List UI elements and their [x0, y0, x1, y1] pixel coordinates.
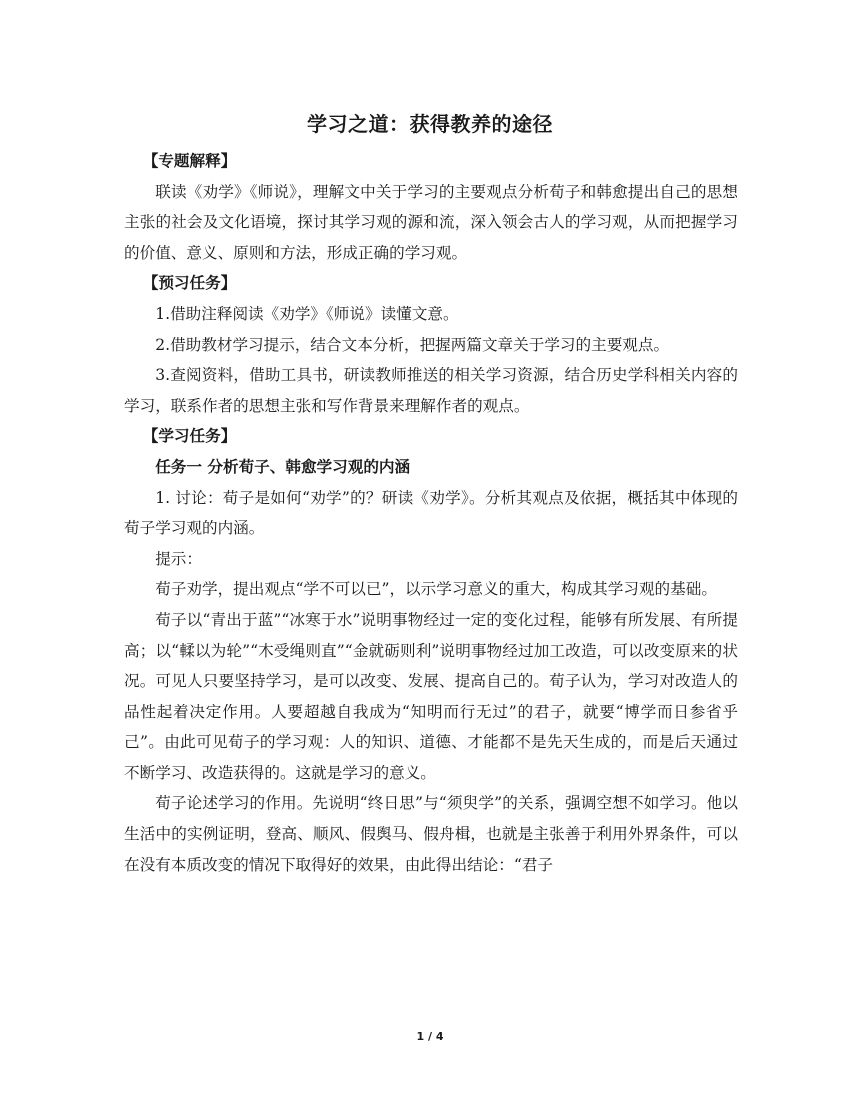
paragraph-hint-label: 提示：	[155, 549, 202, 568]
page-number: 1 / 4	[416, 1030, 444, 1043]
document-body	[124, 146, 738, 880]
task-one-heading: 任务一 分析荀子、韩愈学习观的内涵	[155, 457, 411, 476]
section-heading-preview: 【预习任务】	[142, 274, 237, 293]
paragraph-preview-2: 2.借助教材学习提示，结合文本分析，把握两篇文章关于学习的主要观点。	[155, 335, 670, 354]
paragraph-preview-1: 1.借助注释阅读《劝学》《师说》读懂文意。	[155, 304, 459, 323]
section-heading-explanation: 【专题解释】	[142, 152, 237, 170]
section-heading-tasks: 【学习任务】	[142, 427, 237, 446]
paragraph-hint-2: 荀子以“青出于蓝”“冰寒于水”说明事物经过一定的变化过程，能够有所发展、有所提高；以“輮以为轮”“木受绳则直”“金就砺则利”说明事物经过加工改造，可以改变原来的状况。可见人只要坚持学习，是可以改变、发展、提高自己的。荀子认为，学习对改造人的品性起着决定作用。人要超越自我成为“知明而行无过”的君子，就要“博学而日参省乎己”。由此可见荀子的学习观：人的知识、道德、才能都不是先天生成的，而是后天通过不断学习、改造获得的。这就是学习的意义。	[124, 610, 738, 782]
paragraph-discussion: 1. 讨论：荀子是如何“劝学”的？研读《劝学》。分析其观点及依据，概括其中体现的荀子学习观的内涵。	[124, 488, 738, 538]
paragraph-explanation: 联读《劝学》《师说》，理解文中关于学习的主要观点分析荀子和韩愈提出自己的思想主张的社会及文化语境，探讨其学习观的源和流，深入领会古人的学习观，从而把握学习的价值、意义、原则和方法，形成正确的学习观。	[124, 182, 738, 262]
paragraph-hint-3: 荀子论述学习的作用。先说明“终日思”与“须臾学”的关系，强调空想不如学习。他以生活中的实例证明，登高、顺风、假舆马、假舟楫，也就是主张善于利用外界条件，可以在没有本质改变的情况下取得好的效果，由此得出结论：“君子	[124, 794, 738, 874]
paragraph-hint-1: 荀子劝学，提出观点“学不可以已”，以示学习意义的重大，构成其学习观的基础。	[155, 580, 717, 599]
page-title: 学习之道：获得教养的途径	[307, 112, 553, 136]
paragraph-preview-3: 3.查阅资料，借助工具书，研读教师推送的相关学习资源，结合历史学科相关内容的学习，联系作者的思想主张和写作背景来理解作者的观点。	[124, 366, 738, 415]
